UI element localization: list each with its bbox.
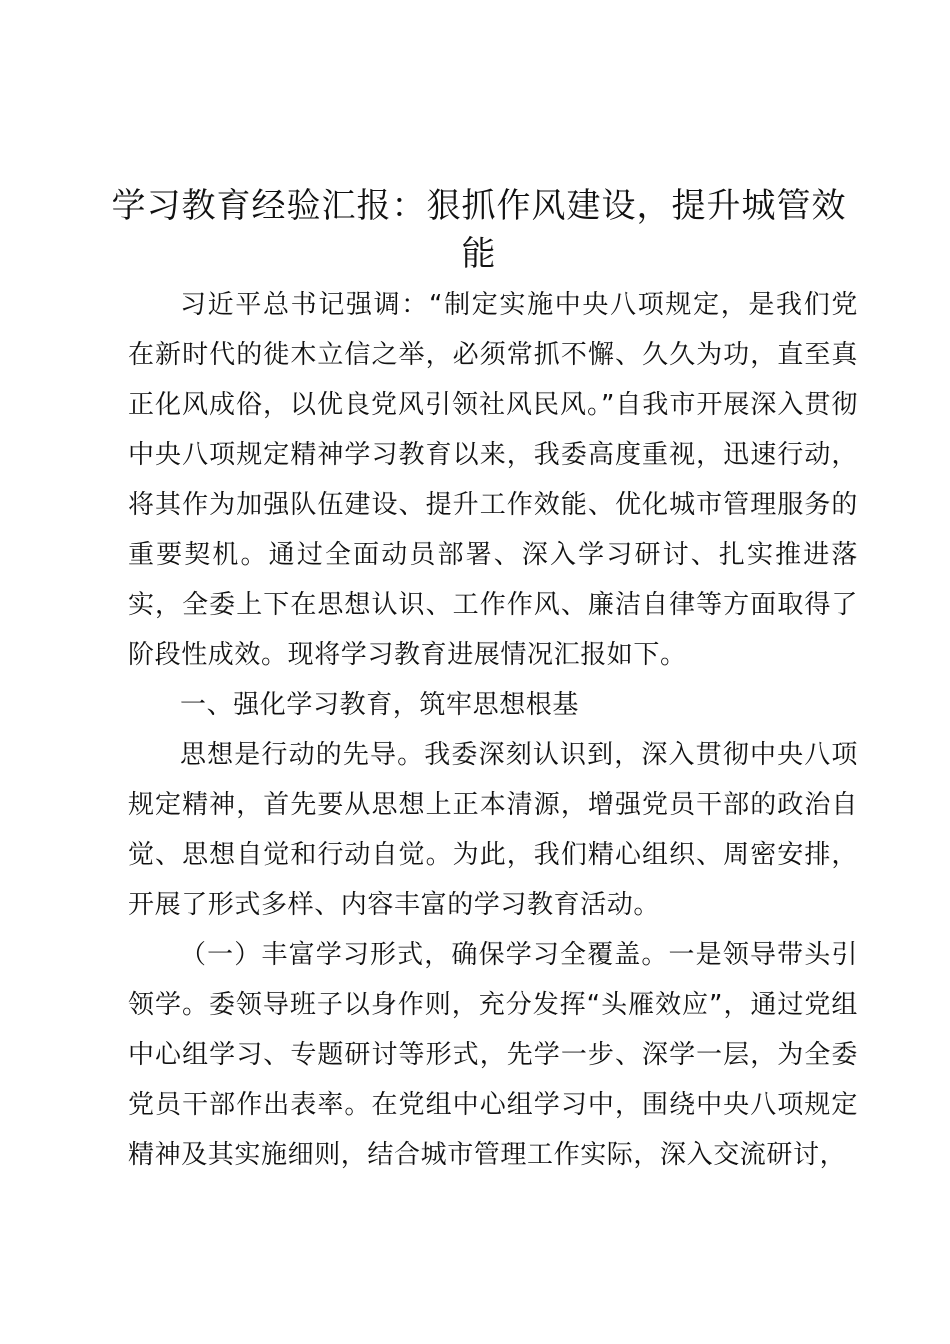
document-body — [128, 280, 858, 1180]
subsection-1-paragraph: （一）丰富学习形式，确保学习全覆盖。一是领导带头引领学。委领导班子以身作则，充分发挥“头雁效应”，通过党组中心组学习、专题研讨等形式，先学一步、深学一层，为全委党员干部作出表率。在党组中心组学习中，围绕中央八项规定精神及其实施细则，结合城市管理工作实际，深入交流研讨， — [128, 940, 858, 1170]
section-heading-1: 一、强化学习教育，筑牢思想根基 — [180, 690, 580, 720]
document-title: 学习教育经验汇报：狠抓作风建设，提升城管效能 — [111, 186, 847, 274]
section-1-paragraph: 思想是行动的先导。我委深刻认识到，深入贯彻中央八项规定精神，首先要从思想上正本清源，增强党员干部的政治自觉、思想自觉和行动自觉。为此，我们精心组织、周密安排，开展了形式多样、内容丰富的学习教育活动。 — [128, 740, 858, 920]
intro-paragraph: 习近平总书记强调：“制定实施中央八项规定，是我们党在新时代的徙木立信之举，必须常抓不懈、久久为功，直至真正化风成俗，以优良党风引领社风民风。”自我市开展深入贯彻中央八项规定精神学习教育以来，我委高度重视，迅速行动，将其作为加强队伍建设、提升工作效能、优化城市管理服务的重要契机。通过全面动员部署、深入学习研讨、扎实推进落实，全委上下在思想认识、工作作风、廉洁自律等方面取得了阶段性成效。现将学习教育进展情况汇报如下。 — [128, 290, 858, 670]
